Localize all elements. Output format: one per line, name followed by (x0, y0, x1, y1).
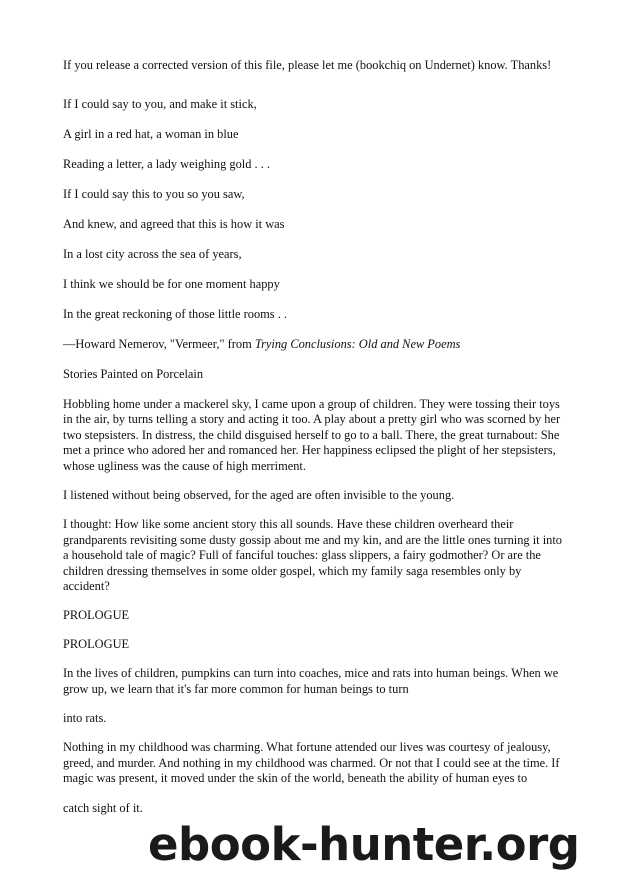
document-page (63, 58, 563, 816)
attribution-book-title: Trying Conclusions: Old and New Poems (254, 337, 461, 351)
chapter-heading: PROLOGUE (63, 637, 130, 652)
poem-line: In the great reckoning of those little rooms . . (63, 307, 288, 321)
poem-line: I think we should be for one moment happy (63, 277, 280, 291)
release-notice: If you release a corrected version of this file, please let me (bookchiq on Undernet) know. Thanks! (63, 58, 552, 72)
body-paragraph: Nothing in my childhood was charming. What fortune attended our lives was courtesy of jealousy, greed, and murder. And nothing in my childhood was charmed. Or not that I could see at the time. If magic was present, it moved under the skin of the world, beneath the ability of human eyes to (63, 740, 560, 786)
body-fragment: into rats. (63, 711, 107, 726)
body-paragraph: I thought: How like some ancient story this all sounds. Have these children overheard their grandparents revisiting some dusty gossip about me and my kin, and are the little ones turning it into a household tale of magic? Full of fanciful touches: glass slippers, a fairy godmother? Or are the children dressing themselves in some older gospel, which my family saga resembles only by accident? (63, 517, 562, 594)
section-title: Stories Painted on Porcelain (63, 367, 204, 381)
body-paragraph: In the lives of children, pumpkins can turn into coaches, mice and rats into human beings. When we grow up, we learn that it's far more common for human beings to turn (63, 666, 559, 696)
attribution-prefix: —Howard Nemerov, "Vermeer," from (63, 337, 255, 351)
poem-line: In a lost city across the sea of years, (63, 247, 242, 261)
poem-line: Reading a letter, a lady weighing gold . . . (63, 157, 270, 171)
poem-line: And knew, and agreed that this is how it was (63, 217, 285, 231)
watermark-logo: ebook-hunter.org (148, 818, 580, 871)
chapter-heading: PROLOGUE (63, 608, 130, 623)
body-paragraph: I listened without being observed, for the aged are often invisible to the young. (63, 488, 455, 503)
body-paragraph: Hobbling home under a mackerel sky, I came upon a group of children. They were tossing their toys in the air, by turns telling a story and acting it too. A play about a pretty girl who was scorned by her two stepsisters. In distress, the child disguised herself to go to a ball. There, the great turnabout: She met a prince who adored her and romanced her. Her happiness eclipsed the plight of her stepsisters, whose ugliness was the cause of high merriment. (63, 397, 561, 473)
poem-line: If I could say this to you so you saw, (63, 187, 245, 201)
poem-line: A girl in a red hat, a woman in blue (63, 127, 239, 141)
epigraph-poem (63, 97, 563, 322)
poem-line: If I could say to you, and make it stick, (63, 97, 257, 111)
body-fragment: catch sight of it. (63, 800, 143, 815)
poem-attribution (63, 337, 563, 352)
